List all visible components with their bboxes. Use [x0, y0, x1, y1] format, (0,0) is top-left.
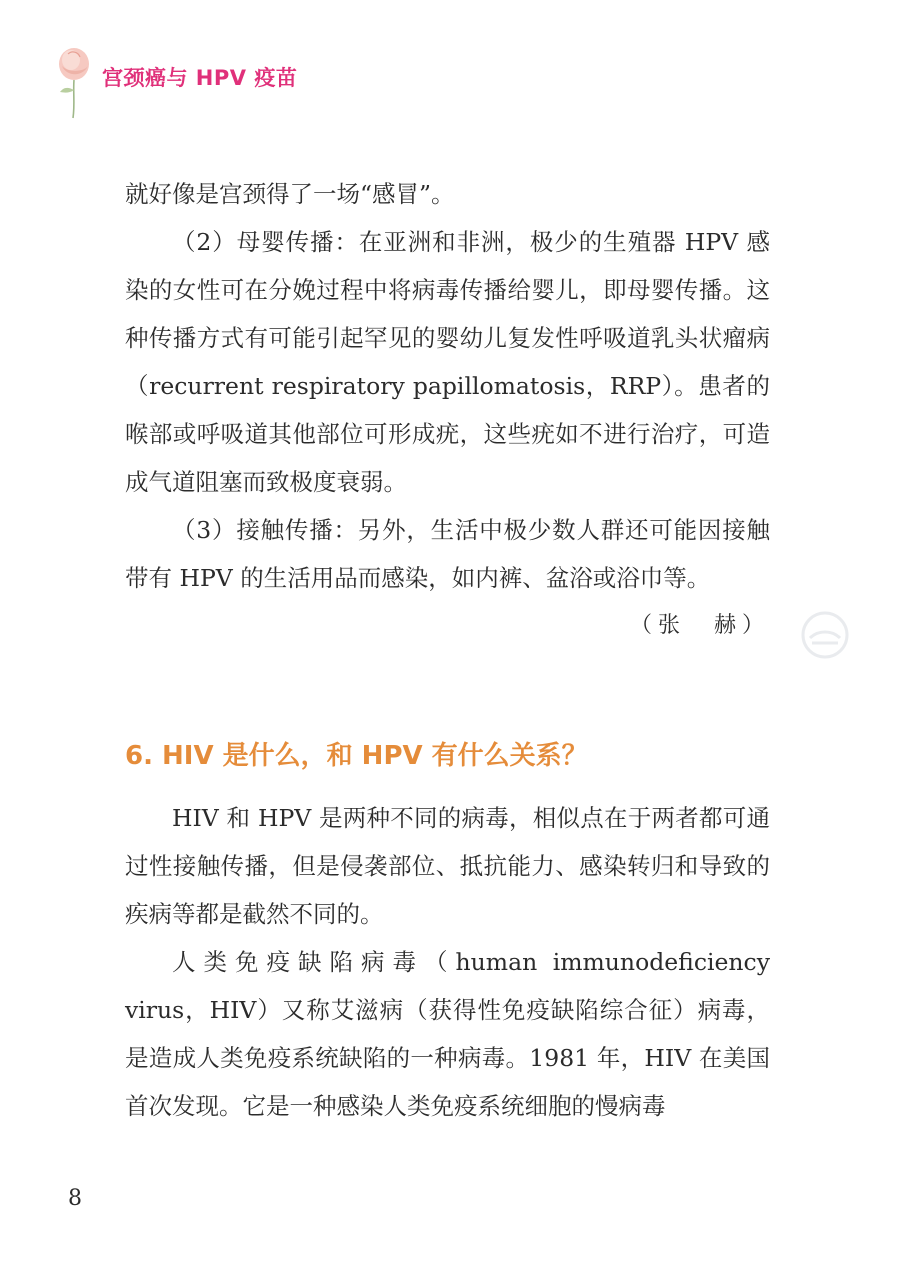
watermark-icon: [800, 610, 850, 660]
paragraph-contact-transmission: （3）接触传播：另外，生活中极少数人群还可能因接触带有 HPV 的生活用品而感染，如内裤、盆浴或浴巾等。: [125, 516, 770, 592]
paragraph-hiv-hpv-comparison: HIV 和 HPV 是两种不同的病毒，相似点在于两者都可通过性接触传播，但是侵袭部位、抵抗能力、感染转归和导致的疾病等都是截然不同的。: [125, 804, 770, 928]
page-content: [125, 170, 770, 1130]
paragraph-continued: 就好像是宫颈得了一场“感冒”。: [125, 180, 455, 208]
rose-icon: [52, 40, 98, 120]
paragraph-hiv-definition: 人类免疫缺陷病毒（human immunodeficiency virus，HIV）又称艾滋病（获得性免疫缺陷综合征）病毒，是造成人类免疫系统缺陷的一种病毒。1981 年，HIV 在美国首次发现。它是一种感染人类免疫系统细胞的慢病毒: [125, 948, 770, 1120]
page-number: 8: [68, 1186, 82, 1211]
header-title: 宫颈癌与 HPV 疫苗: [102, 66, 298, 90]
section-heading: 6. HIV 是什么，和 HPV 有什么关系？: [125, 741, 588, 771]
paragraph-mother-infant-transmission: （2）母婴传播：在亚洲和非洲，极少的生殖器 HPV 感染的女性可在分娩过程中将病毒传播给婴儿，即母婴传播。这种传播方式有可能引起罕见的婴幼儿复发性呼吸道乳头状瘤病（recurrent respiratory papillomatosis，RRP）。患者的喉部或呼吸道其他部位可形成疣，这些疣如不进行治疗，可造成气道阻塞而致极度衰弱。: [125, 228, 770, 496]
author-credit: （张 赫）: [629, 613, 770, 638]
page-header: [52, 40, 452, 120]
